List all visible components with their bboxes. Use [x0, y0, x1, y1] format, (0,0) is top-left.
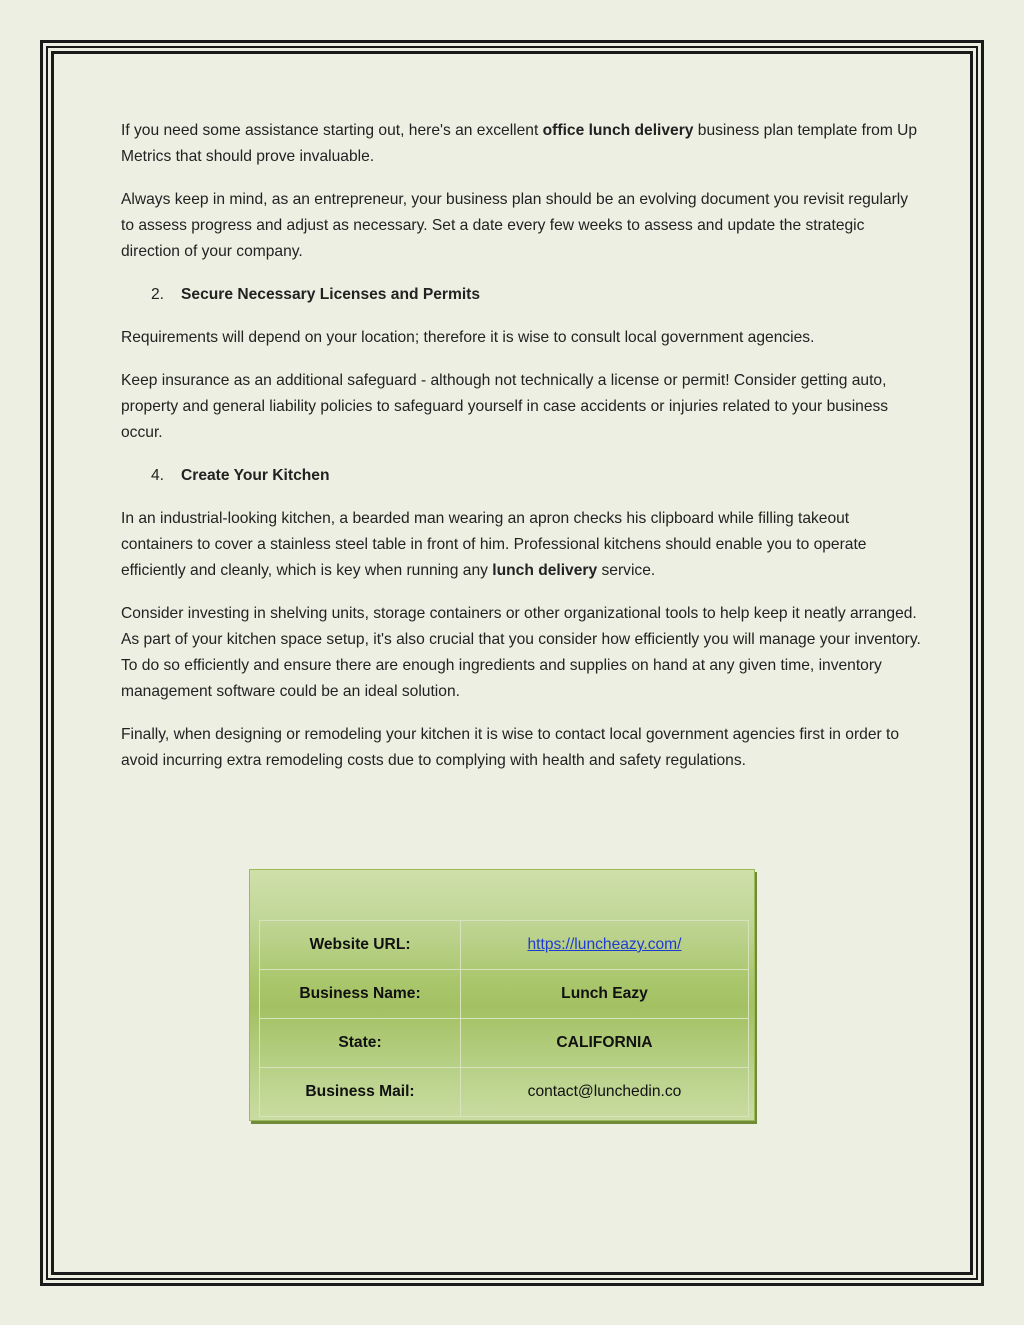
business-name-value: Lunch Eazy	[461, 970, 749, 1019]
table-row	[260, 1019, 749, 1068]
business-name-label: Business Name:	[260, 970, 461, 1019]
paragraph-shelving-inventory: Consider investing in shelving units, storage containers or other organizational tools to help keep it neatly arranged. As part of your kitchen space setup, it's also crucial that you consider how efficiently you will manage your inventory. To do so efficiently and ensure there are enough ingredients and supplies on hand at any given time, inventory management software could be an ideal solution.	[121, 605, 921, 700]
business-info-box	[249, 869, 755, 1121]
business-mail-label: Business Mail:	[260, 1068, 461, 1117]
paragraph-business-plan-template: If you need some assistance starting out, here's an excellent office lunch delivery business plan template from Up Metrics that should prove invaluable.	[121, 122, 918, 165]
heading-number: 2.	[151, 286, 165, 303]
website-link[interactable]: https://luncheazy.com/	[527, 936, 682, 953]
state-label: State:	[260, 1019, 461, 1068]
website-url-value	[461, 921, 749, 970]
table-row	[260, 1068, 749, 1117]
paragraph-evolving-document: Always keep in mind, as an entrepreneur, your business plan should be an evolving document you revisit regularly to assess progress and adjust as necessary. Set a date every few weeks to assess and update the strategic direction of your company.	[121, 191, 909, 260]
heading-number: 4.	[151, 467, 165, 484]
heading-text: Secure Necessary Licenses and Permits	[181, 286, 481, 303]
paragraph-requirements: Requirements will depend on your location; therefore it is wise to consult local government agencies.	[121, 329, 815, 346]
paragraph-remodeling: Finally, when designing or remodeling your kitchen it is wise to contact local government agencies first in order to avoid incurring extra remodeling costs due to complying with health and safety regulations.	[121, 726, 900, 769]
keyword-office-lunch-delivery: office lunch delivery	[542, 122, 694, 139]
document-body	[121, 118, 921, 791]
paragraph-insurance: Keep insurance as an additional safeguard - although not technically a license or permit! Consider getting auto, property and general liability policies to safeguard yourself in case accidents or injuries related to your business occur.	[121, 372, 889, 441]
section-heading-licenses	[151, 282, 921, 308]
business-info-table	[259, 920, 749, 1117]
section-heading-kitchen	[151, 463, 921, 489]
heading-text: Create Your Kitchen	[181, 467, 330, 484]
paragraph-industrial-kitchen: In an industrial-looking kitchen, a bearded man wearing an apron checks his clipboard while filling takeout containers to cover a stainless steel table in front of him. Professional kitchens should enable you to operate efficiently and cleanly, which is key when running any lunch delivery service.	[121, 510, 867, 579]
website-url-label: Website URL:	[260, 921, 461, 970]
table-row	[260, 921, 749, 970]
state-value: CALIFORNIA	[461, 1019, 749, 1068]
keyword-lunch-delivery: lunch delivery	[492, 562, 598, 579]
table-row	[260, 970, 749, 1019]
business-mail-value: contact@lunchedin.co	[461, 1068, 749, 1117]
